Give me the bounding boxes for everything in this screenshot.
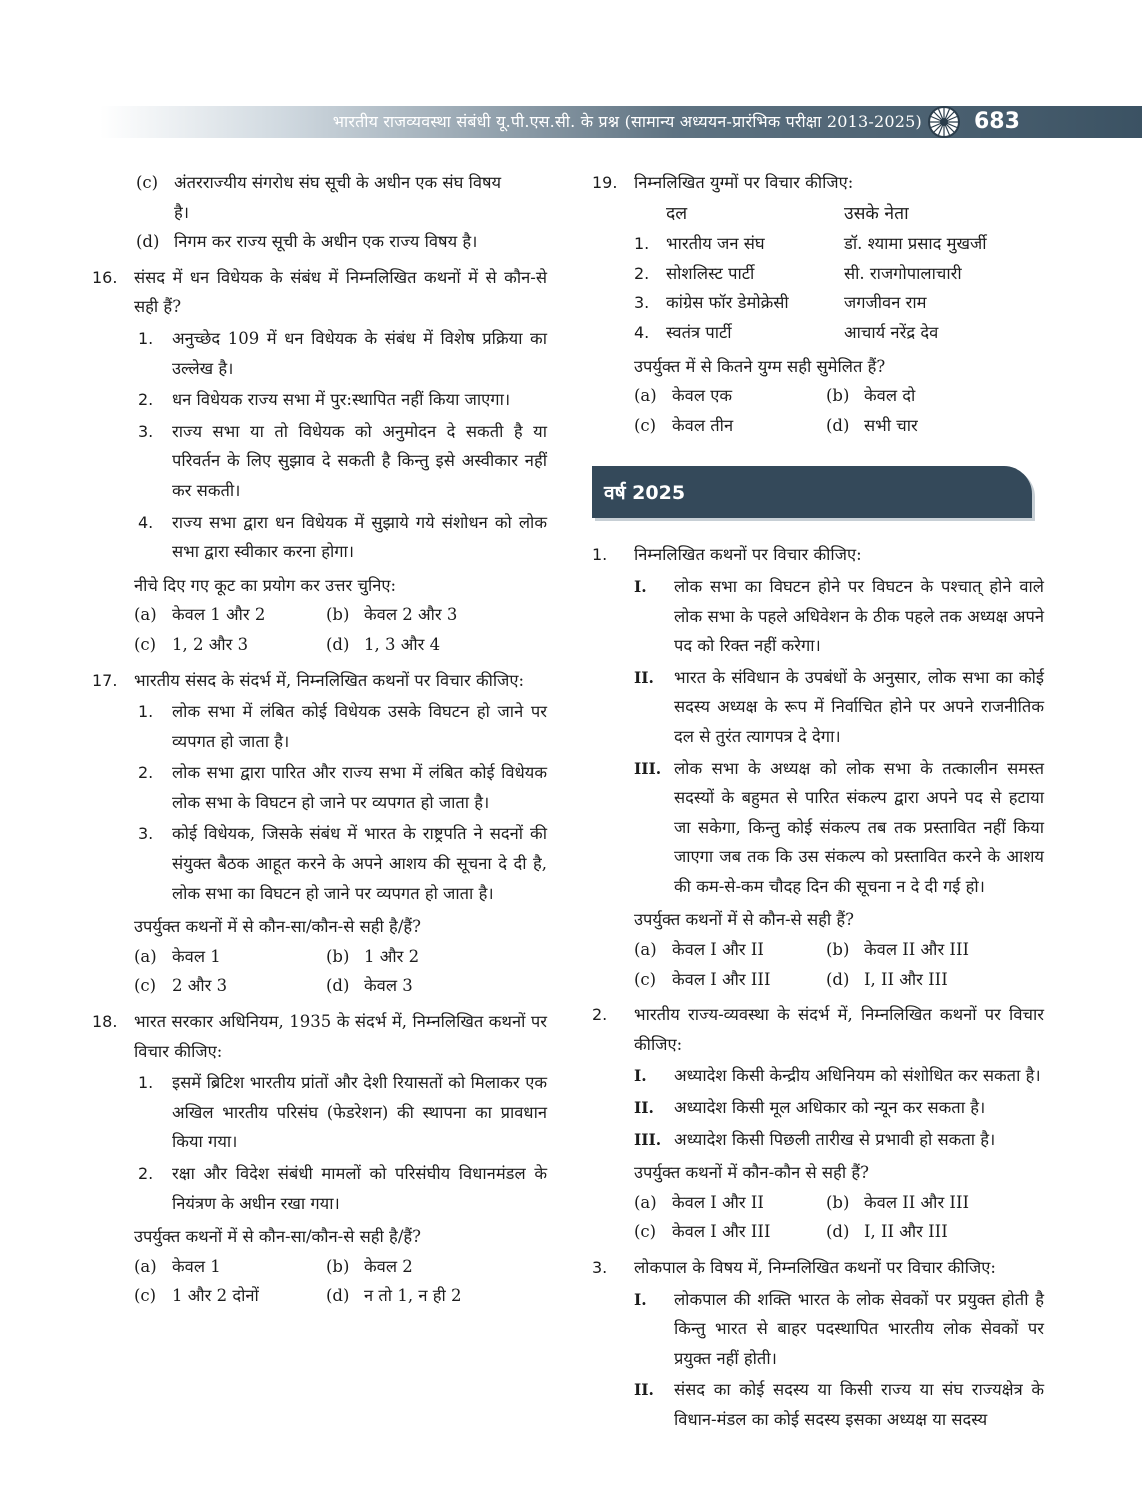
option-line: (c) अंतरराज्यीय संगरोध संघ सूची के अधीन एक संघ विषय है।	[136, 173, 502, 222]
option-b: (b) 1 और 2	[326, 946, 420, 966]
option-a: (a) केवल I और II	[634, 1192, 764, 1212]
pair-party: कांग्रेस फॉर डेमोक्रेसी	[666, 293, 789, 313]
answer-options	[634, 381, 1044, 440]
option-d: (d) सभी चार	[826, 415, 918, 435]
answer-options	[634, 1188, 1044, 1247]
question-number: 2.	[592, 1005, 608, 1025]
answer-options	[134, 942, 547, 1001]
option-line: (d) निगम कर राज्य सूची के अधीन एक राज्य विषय है।	[136, 232, 478, 252]
option-c: (c) 2 और 3	[134, 976, 228, 996]
option-a: (a) केवल 1 और 2	[134, 605, 266, 625]
pair-party: स्वतंत्र पार्टी	[666, 322, 732, 342]
pair-leader: जगजीवन राम	[844, 293, 927, 313]
question-prompt: उपर्युक्त में से कितने युग्म सही सुमेलित हैं?	[634, 356, 886, 376]
option-a: (a) केवल I और II	[634, 940, 764, 960]
option-c: (c) केवल I और III	[634, 969, 771, 989]
option-b: (b) केवल II और III	[826, 940, 969, 960]
statement: I. लोकपाल की शक्ति भारत के लोक सेवकों पर प्रयुक्त होती है किन्तु भारत से बाहर पदस्थापित भारतीय लोक सेवकों पर प्रयुक्त नहीं होती।	[634, 1289, 1044, 1368]
question-number: 19.	[592, 173, 618, 192]
option-d: (d) केवल 3	[326, 976, 413, 996]
question-stem: निम्नलिखित कथनों पर विचार कीजिए:	[634, 545, 862, 565]
running-title: भारतीय राजव्यवस्था संबंधी यू.पी.एस.सी. के प्रश्न (सामान्य अध्ययन-प्रारंभिक परीक्षा 2013-2025)	[332, 112, 922, 131]
question-prompt: उपर्युक्त कथनों में से कौन-से सही हैं?	[634, 910, 854, 930]
question-number: 16.	[92, 267, 118, 287]
statement: 1. इसमें ब्रिटिश भारतीय प्रांतों और देशी रियासतों को मिलाकर एक अखिल भारतीय परिसंघ (फेडरेशन) की स्थापना का प्रावधान किया गया।	[138, 1073, 547, 1152]
statement: II. भारत के संविधान के उपबंधों के अनुसार, लोक सभा का कोई सदस्य अध्यक्ष के रूप में निर्वाचित होने पर अपने राजनीतिक दल से तुरंत त्यागपत्र दे देगा।	[634, 667, 1044, 746]
question-prompt: उपर्युक्त कथनों में से कौन-सा/कौन-से सही है/हैं?	[134, 1227, 421, 1247]
option-d: (d) I, II और III	[826, 1222, 948, 1242]
option-d: (d) I, II और III	[826, 969, 948, 989]
option-b: (b) केवल 2 और 3	[326, 605, 458, 625]
option-c: (c) केवल I और III	[634, 1222, 771, 1242]
question-2025-2	[592, 1000, 1044, 1247]
question-number: 18.	[92, 1012, 118, 1032]
page-number: 683	[974, 109, 1020, 134]
option-c: (c) 1 और 2 दोनों	[134, 1286, 259, 1306]
question-18	[92, 1007, 547, 1311]
pair-number: 3.	[634, 293, 650, 313]
option-a: (a) केवल 1	[134, 946, 221, 966]
pair-number: 4.	[634, 322, 650, 342]
question-stem: संसद में धन विधेयक के संबंध में निम्नलिखित कथनों में से कौन-से सही हैं?	[134, 267, 547, 317]
answer-options	[134, 1252, 547, 1311]
ashoka-chakra-icon	[926, 106, 962, 142]
question-2025-1	[592, 540, 1044, 994]
question-prompt: नीचे दिए गए कूट का प्रयोग कर उत्तर चुनिए:	[134, 575, 397, 595]
statement: 3. कोई विधेयक, जिसके संबंध में भारत के राष्ट्रपति ने सदनों की संयुक्त बैठक आहूत करने के अपने आशय की सूचना दे दी है, लोक सभा का विघटन हो जाने पर व्यपगत हो जाता है।	[138, 824, 547, 903]
pair-leader: आचार्य नरेंद्र देव	[844, 322, 939, 342]
pair-party: सोशलिस्ट पार्टी	[666, 263, 755, 283]
pair-leader: सी. राजगोपालाचारी	[844, 263, 962, 283]
question-number: 3.	[592, 1258, 608, 1277]
statement: II. अध्यादेश किसी मूल अधिकार को न्यून कर सकता है।	[634, 1098, 986, 1118]
statement: 4. राज्य सभा द्वारा धन विधेयक में सुझाये गये संशोधन को लोक सभा द्वारा स्वीकार करना होगा।	[138, 512, 547, 562]
option-b: (b) केवल दो	[826, 386, 916, 406]
statement: 2. धन विधेयक राज्य सभा में पुर:स्थापित नहीं किया जाएगा।	[138, 390, 511, 410]
question-number: 17.	[92, 670, 118, 690]
statement: 1. लोक सभा में लंबित कोई विधेयक उसके विघटन हो जाने पर व्यपगत हो जाता है।	[138, 702, 547, 751]
left-column	[92, 168, 547, 1311]
option-d: (d) न तो 1, न ही 2	[326, 1286, 462, 1306]
question-19	[592, 168, 1044, 440]
question-2025-3	[592, 1253, 1044, 1435]
page-header	[100, 106, 1142, 138]
statement: 2. रक्षा और विदेश संबंधी मामलों को परिसंघीय विधानमंडल के नियंत्रण के अधीन रखा गया।	[138, 1164, 547, 1213]
option-b: (b) केवल II और III	[826, 1192, 969, 1212]
statement: I. अध्यादेश किसी केन्द्रीय अधिनियम को संशोधित कर सकता है।	[634, 1066, 1041, 1086]
option-c: (c) 1, 2 और 3	[134, 634, 249, 654]
option-c: (c) केवल तीन	[634, 415, 734, 435]
statement: 2. लोक सभा द्वारा पारित और राज्य सभा में लंबित कोई विधेयक लोक सभा के विघटन हो जाने पर व्यपगत हो जाता है।	[138, 763, 547, 812]
question-stem: निम्नलिखित युग्मों पर विचार कीजिए:	[634, 173, 854, 192]
pair-party: भारतीय जन संघ	[666, 234, 765, 254]
year-banner-label: वर्ष 2025	[604, 482, 686, 505]
question-stem: लोकपाल के विषय में, निम्नलिखित कथनों पर विचार कीजिए:	[634, 1258, 996, 1277]
statement: III. अध्यादेश किसी पिछली तारीख से प्रभावी हो सकता है।	[634, 1129, 996, 1149]
carry-over-options	[92, 168, 547, 257]
answer-options	[134, 600, 547, 659]
question-stem: भारतीय संसद के संदर्भ में, निम्नलिखित कथनों पर विचार कीजिए:	[134, 670, 525, 690]
option-d: (d) 1, 3 और 4	[326, 634, 441, 654]
question-17	[92, 666, 547, 1002]
question-stem: भारत सरकार अधिनियम, 1935 के संदर्भ में, निम्नलिखित कथनों पर विचार कीजिए:	[134, 1012, 547, 1061]
statement: II. संसद का कोई सदस्य या किसी राज्य या संघ राज्यक्षेत्र के विधान-मंडल का कोई सदस्य इसका अध्यक्ष या सदस्य	[634, 1380, 1044, 1429]
option-a: (a) केवल 1	[134, 1256, 221, 1276]
pair-leader: डॉ. श्यामा प्रसाद मुखर्जी	[844, 234, 987, 254]
right-column	[592, 168, 1044, 1435]
question-stem: भारतीय राज्य-व्यवस्था के संदर्भ में, निम्नलिखित कथनों पर विचार कीजिए:	[634, 1005, 1044, 1054]
pairs-header-leader: उसके नेता	[844, 203, 909, 224]
statement: I. लोक सभा का विघटन होने पर विघटन के पश्चात् होने वाले लोक सभा के पहले अधिवेशन के ठीक पहले तक अध्यक्ष अपने पद को रिक्त नहीं करेगा।	[634, 576, 1044, 656]
statement: 3. राज्य सभा या तो विधेयक को अनुमोदन दे सकती है या परिवर्तन के लिए सुझाव दे सकती है किन्तु इसे अस्वीकार नहीं कर सकती।	[138, 421, 547, 500]
answer-options	[634, 935, 1044, 994]
question-number: 1.	[592, 545, 608, 565]
question-16	[92, 263, 547, 660]
option-b: (b) केवल 2	[326, 1256, 413, 1276]
pairs-header-party: दल	[666, 203, 688, 224]
statement: III. लोक सभा के अध्यक्ष को लोक सभा के तत्कालीन समस्त सदस्यों के बहुमत से पारित संकल्प द्वारा अपने पद से हटाया जा सकेगा, किन्तु कोई संकल्प तब तक प्रस्तावित नहीं किया जाएगा जब तक कि उस संकल्प को प्रस्तावित करने के आशय की कम-से-कम चौदह दिन की सूचना न दे दी गई हो।	[634, 758, 1044, 896]
statement: 1. अनुच्छेद 109 में धन विधेयक के संबंध में विशेष प्रक्रिया का उल्लेख है।	[138, 328, 547, 378]
year-section-banner	[592, 466, 1032, 518]
option-a: (a) केवल एक	[634, 386, 733, 406]
pair-number: 1.	[634, 234, 650, 254]
pairs-table	[634, 200, 1044, 348]
question-prompt: उपर्युक्त कथनों में कौन-कौन से सही हैं?	[634, 1163, 869, 1183]
pair-number: 2.	[634, 263, 650, 283]
question-prompt: उपर्युक्त कथनों में से कौन-सा/कौन-से सही है/हैं?	[134, 917, 421, 937]
